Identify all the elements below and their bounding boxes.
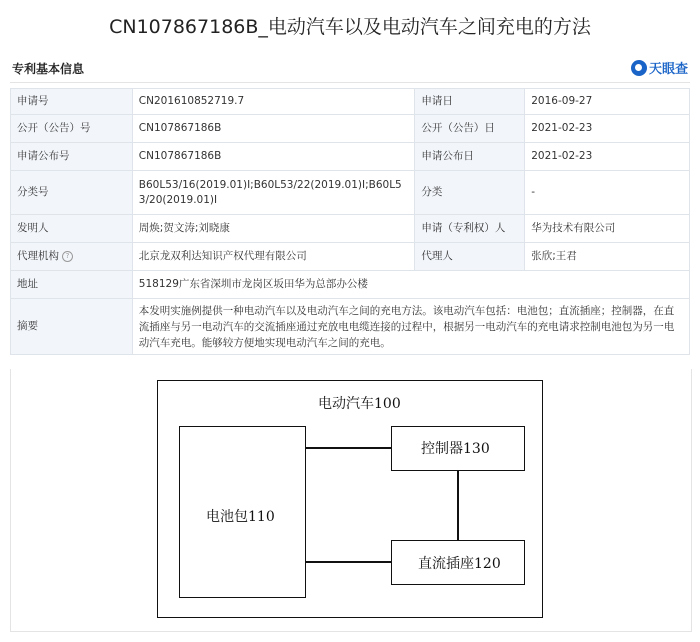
field-label: 申请公布号 [11, 143, 133, 171]
socket-label: 直流插座120 [418, 556, 501, 572]
application-number: CN201610852719.7 [132, 89, 415, 115]
abstract-figure [10, 369, 692, 632]
grant-number: CN107867186B [132, 143, 415, 171]
agency-link[interactable]: 北京龙双利达知识产权代理有限公司 [132, 243, 415, 271]
table-row [11, 171, 690, 215]
application-date: 2016-09-27 [525, 89, 690, 115]
battery-controller-connector [306, 447, 391, 449]
field-label: 地址 [11, 271, 133, 299]
field-label: 发明人 [11, 215, 133, 243]
agents: 张欣;王君 [525, 243, 690, 271]
field-label: 代理机构 [17, 250, 59, 262]
help-icon[interactable]: ? [62, 251, 73, 262]
divider [10, 82, 690, 83]
table-row [11, 299, 690, 355]
section-heading: 专利基本信息 [12, 62, 85, 76]
table-row [11, 115, 690, 143]
field-label: 分类 [415, 171, 525, 215]
inventors: 周焕;贺文涛;刘晓康 [132, 215, 415, 243]
battery-socket-connector [306, 561, 391, 563]
publication-date: 2021-02-23 [525, 115, 690, 143]
table-row [11, 143, 690, 171]
grant-date: 2021-02-23 [525, 143, 690, 171]
field-label: 代理人 [415, 243, 525, 271]
classification: - [525, 171, 690, 215]
table-row [11, 271, 690, 299]
patent-info-table [10, 88, 690, 355]
table-row [11, 89, 690, 115]
vehicle-label: 电动汽车100 [318, 396, 401, 412]
field-label: 公开（公告）号 [11, 115, 133, 143]
table-row [11, 243, 690, 271]
classification-number: B60L53/16(2019.01)I;B60L53/22(2019.01)I;B60L53/20(2019.01)I [132, 171, 415, 215]
brand-logo[interactable] [631, 58, 688, 77]
field-label: 申请（专利权）人 [415, 215, 525, 243]
field-label: 分类号 [11, 171, 133, 215]
field-label: 摘要 [11, 299, 133, 355]
page-title: CN107867186B_电动汽车以及电动汽车之间充电的方法 [109, 16, 591, 38]
publication-number: CN107867186B [132, 115, 415, 143]
abstract: 本发明实施例提供一种电动汽车以及电动汽车之间的充电方法。该电动汽车包括：电池包；直流插座；控制器，在直流插座与另一电动汽车的交流插座通过充放电电缆连接的过程中，根据另一电动汽车的充电请求控制电池包为另一电动汽车充电。能够较方便地实现电动汽车之间的充电。 [132, 299, 689, 355]
field-label: 公开（公告）日 [415, 115, 525, 143]
field-label: 申请公布日 [415, 143, 525, 171]
applicant-link[interactable]: 华为技术有限公司 [525, 215, 690, 243]
address: 518129广东省深圳市龙岗区坂田华为总部办公楼 [132, 271, 689, 299]
battery-label: 电池包110 [206, 509, 275, 525]
field-label: 申请号 [11, 89, 133, 115]
table-row [11, 215, 690, 243]
controller-label: 控制器130 [421, 441, 490, 457]
field-label: 申请日 [415, 89, 525, 115]
tianyancha-logo-icon [631, 60, 647, 76]
controller-socket-connector [457, 471, 459, 540]
brand-name: 天眼查 [648, 62, 688, 77]
agency-label-cell [11, 243, 133, 271]
